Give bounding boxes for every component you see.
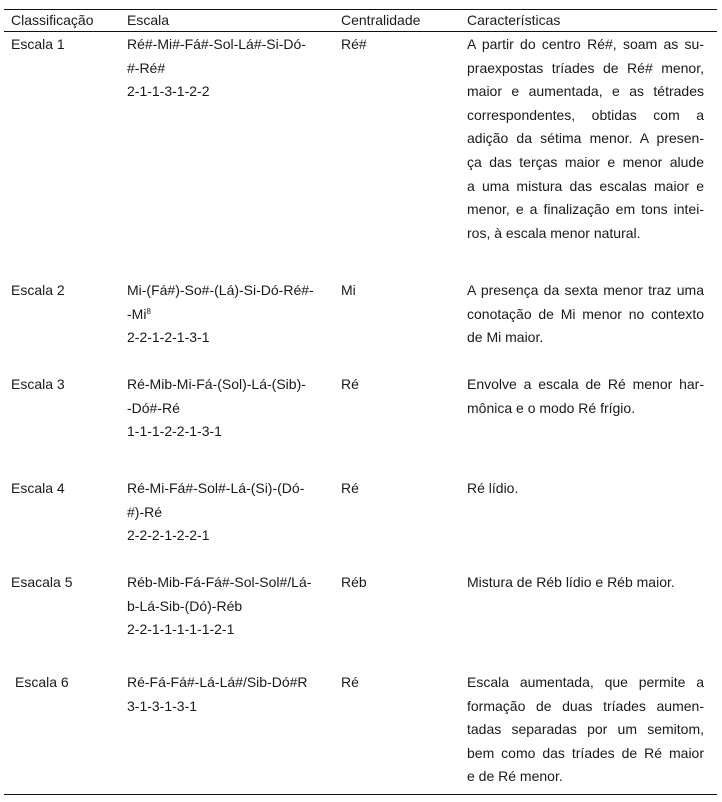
caracteristicas-cell xyxy=(467,571,710,595)
caracteristicas-line: a uma mistura das escalas maior e xyxy=(467,177,704,194)
escala-cell xyxy=(127,477,332,548)
header-escala: Escala xyxy=(127,12,170,28)
table-bottom-rule xyxy=(4,794,717,795)
escala-line: #-Ré# xyxy=(127,59,166,76)
intervalos-line: 2-2-2-1-2-2-1 xyxy=(127,527,210,544)
centralidade-cell: Ré xyxy=(341,674,359,690)
classificacao-cell: Escala 1 xyxy=(11,36,65,52)
intervalos-line: 2-2-1-1-1-1-1-2-1 xyxy=(127,621,235,638)
footnote-marker: 8 xyxy=(146,306,151,316)
escala-cell xyxy=(127,571,332,642)
caracteristicas-line: e de Ré menor. xyxy=(467,768,563,785)
escala-cell xyxy=(127,279,332,350)
escala-line: Réb-Mib-Fá-Fá#-Sol-Sol#/Lá- xyxy=(127,574,312,590)
caracteristicas-line: Mistura de Réb lídio e Réb maior. xyxy=(467,574,675,590)
classificacao-cell: Escala 4 xyxy=(11,480,65,496)
escala-line-text: -Mi xyxy=(127,305,147,322)
caracteristicas-line: tadas separadas por um semitom, xyxy=(467,721,704,738)
escala-line: #)-Ré xyxy=(127,503,163,520)
escala-line: -Dó#-Ré xyxy=(127,399,180,416)
caracteristicas-line: maior e aumentada, e as tétrades xyxy=(467,83,704,100)
caracteristicas-line: Envolve a escala de Ré menor har- xyxy=(467,376,704,392)
escala-cell xyxy=(127,671,332,718)
caracteristicas-cell xyxy=(467,477,710,501)
classificacao-cell: Esacala 5 xyxy=(11,574,73,590)
caracteristicas-cell xyxy=(467,33,710,245)
intervalos-line: 2-2-1-2-1-3-1 xyxy=(127,329,210,346)
escala-line: Mi-(Fá#)-So#-(Lá)-Si-Dó-Ré#- xyxy=(127,282,314,298)
caracteristicas-cell xyxy=(467,671,710,789)
intervalos-line: 3-1-3-1-3-1 xyxy=(127,697,198,714)
escala-cell xyxy=(127,33,332,104)
escala-line: b-Lá-Sib-(Dó)-Réb xyxy=(127,597,243,614)
header-caracteristicas: Características xyxy=(467,12,561,28)
intervalos-line: 1-1-1-2-2-1-3-1 xyxy=(127,423,222,440)
classificacao-cell: Escala 6 xyxy=(15,674,69,690)
header-centralidade: Centralidade xyxy=(341,12,421,28)
caracteristicas-line: ros, à escala menor natural. xyxy=(467,224,641,241)
caracteristicas-line: Escala aumentada, que permite a xyxy=(467,674,704,690)
header-classificacao: Classificação xyxy=(11,12,94,28)
centralidade-cell: Ré# xyxy=(341,36,367,52)
caracteristicas-line: formação de duas tríades aumen- xyxy=(467,697,704,714)
table-top-rule xyxy=(4,9,717,10)
intervalos-line: 2-1-1-3-1-2-2 xyxy=(127,83,210,100)
centralidade-cell: Ré xyxy=(341,480,359,496)
caracteristicas-line: adição da sétima menor. A presen- xyxy=(467,130,704,147)
classificacao-cell: Escala 3 xyxy=(11,376,65,392)
escala-line: Ré-Mib-Mi-Fá-(Sol)-Lá-(Sib)- xyxy=(127,376,306,392)
escala-line: Ré-Fá-Fá#-Lá-Lá#/Sib-Dó#R xyxy=(127,674,308,690)
caracteristicas-line: A partir do centro Ré#, soam as su- xyxy=(467,36,704,52)
caracteristicas-cell xyxy=(467,279,710,350)
escala-line xyxy=(127,303,332,327)
classificacao-cell: Escala 2 xyxy=(11,282,65,298)
escala-cell xyxy=(127,373,332,444)
caracteristicas-cell xyxy=(467,373,710,420)
caracteristicas-line: A presença da sexta menor traz uma xyxy=(467,282,704,298)
caracteristicas-line: correspondentes, obtidas com a xyxy=(467,106,704,123)
caracteristicas-line: mônica e o modo Ré frígio. xyxy=(467,399,636,416)
caracteristicas-line: de Mi maior. xyxy=(467,329,544,346)
escala-line: Ré-Mi-Fá#-Sol#-Lá-(Si)-(Dó- xyxy=(127,480,305,496)
centralidade-cell: Mi xyxy=(341,282,356,298)
header-rule xyxy=(4,31,717,32)
caracteristicas-line: bem como das tríades de Ré maior xyxy=(467,744,704,761)
caracteristicas-line: ça das terças maior e menor alude xyxy=(467,153,704,170)
centralidade-cell: Réb xyxy=(341,574,367,590)
escala-line: Ré#-Mi#-Fá#-Sol-Lá#-Si-Dó- xyxy=(127,36,306,52)
caracteristicas-line: menor, e a finalização em tons intei- xyxy=(467,201,704,218)
caracteristicas-line: Ré lídio. xyxy=(467,480,519,496)
caracteristicas-line: praexpostas tríades de Ré# menor, xyxy=(467,59,704,76)
centralidade-cell: Ré xyxy=(341,376,359,392)
caracteristicas-line: conotação de Mi menor no contexto xyxy=(467,305,704,322)
